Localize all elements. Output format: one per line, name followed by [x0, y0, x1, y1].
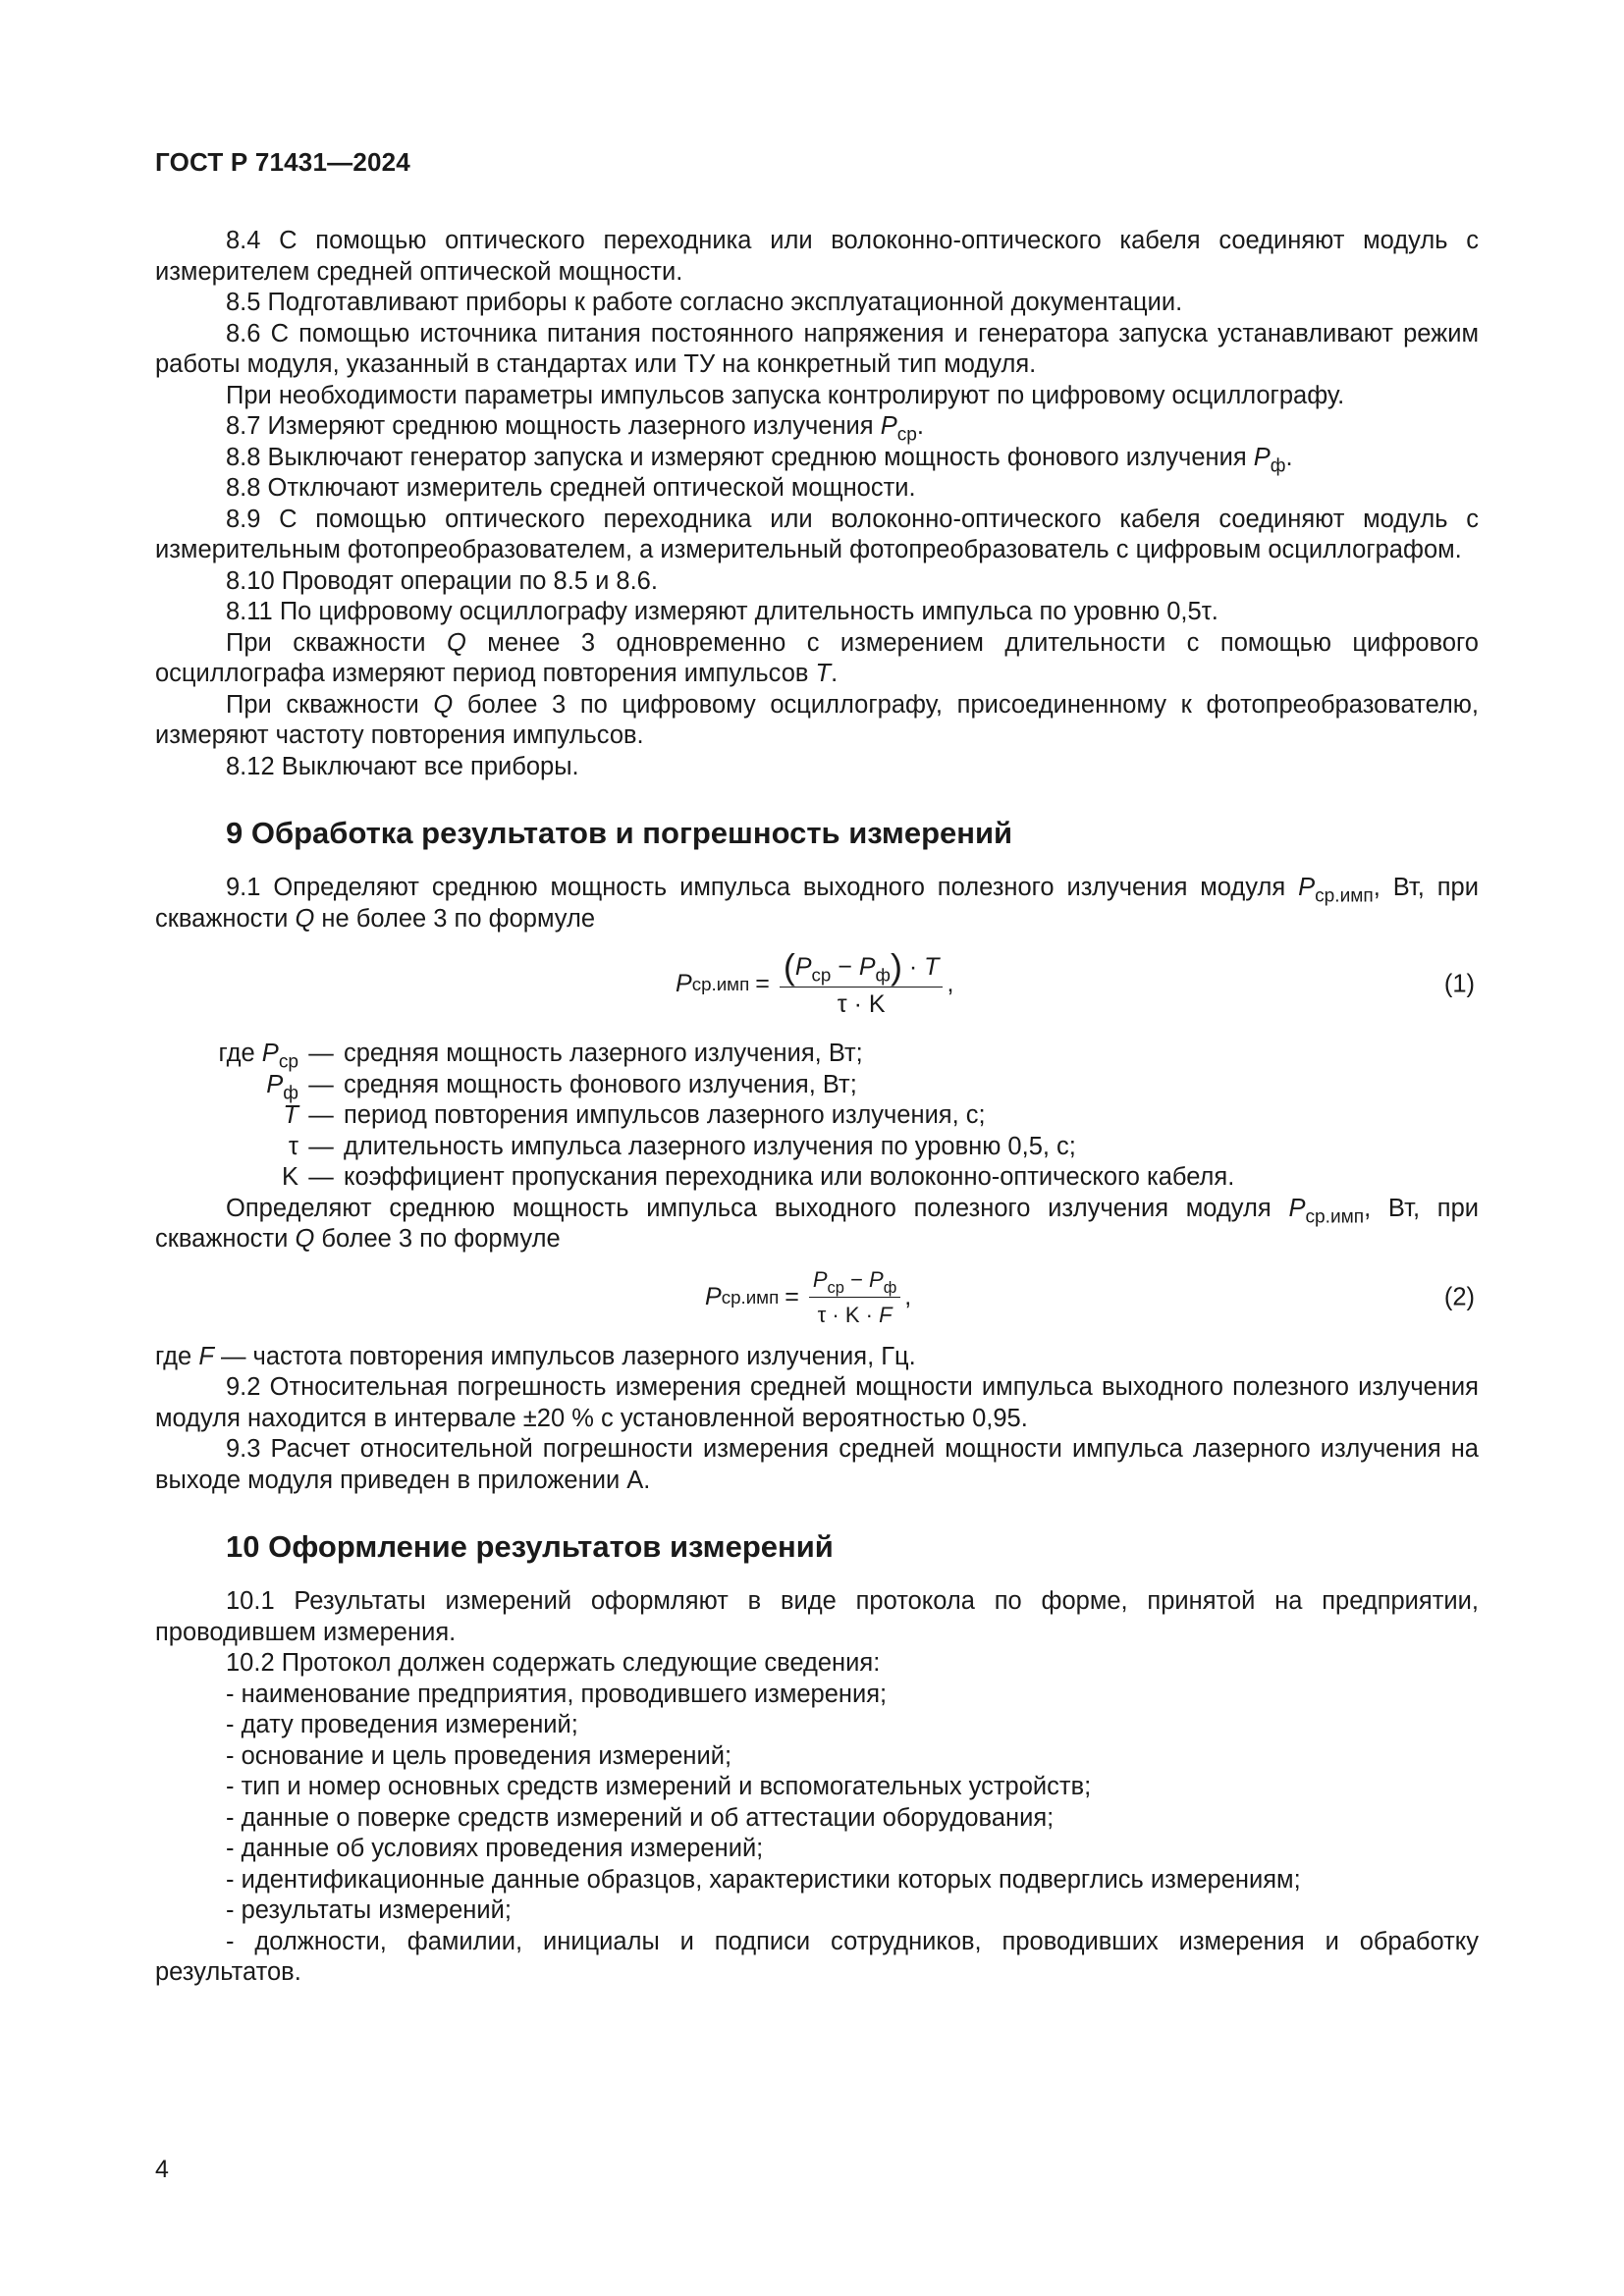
t-symbol: T	[924, 952, 940, 981]
paragraph-9-1	[155, 873, 1479, 934]
list-item: - должности, фамилии, инициалы и подписи сотрудников, проводивших измерения и обработку результатов.	[155, 1927, 1479, 1986]
denominator	[814, 1298, 896, 1331]
formula-1	[155, 946, 1479, 1023]
subscript: ср	[896, 424, 917, 446]
list-item: - результаты измерений;	[226, 1896, 512, 1924]
where-row	[155, 1162, 1479, 1194]
comma: ,	[947, 970, 954, 998]
paragraph-8-6: 8.6 С помощью источника питания постоянного напряжения и генератора запуска устанавливают режим работы модуля, указанный в стандартах или ТУ на конкретный тип модуля.	[155, 319, 1479, 378]
p88a-end: .	[1285, 443, 1293, 471]
protocol-items-list	[155, 1680, 1479, 1989]
subscript: ср	[811, 964, 832, 986]
numerator	[780, 945, 944, 988]
text: Определяют среднюю мощность импульса выходного полезного излучения модуля	[226, 1194, 1289, 1222]
page-number: 4	[155, 2156, 169, 2183]
symbol-q: Q	[295, 904, 315, 933]
paragraph-10-2: 10.2 Протокол должен содержать следующие сведения:	[226, 1649, 881, 1677]
p87-end: .	[916, 412, 924, 440]
text: более 3 по цифровому осциллографу, присоединенному к фотопреобразователю, измеряют частоту повторения импульсов.	[155, 690, 1479, 749]
where-description: длительность импульса лазерного излучения по уровню 0,5, с;	[344, 1132, 1076, 1160]
paragraph-8-7	[155, 411, 1479, 446]
symbol: K	[281, 1163, 298, 1191]
symbol-p: P	[1298, 874, 1316, 901]
standard-header: ГОСТ Р 71431—2024	[155, 147, 410, 177]
symbol-q: Q	[447, 628, 466, 657]
where-description: средняя мощность фонового излучения, Вт;	[344, 1070, 857, 1098]
document-body	[155, 226, 1479, 1989]
p88a-text: 8.8 Выключают генератор запуска и измеряют среднюю мощность фонового излучения	[226, 443, 1254, 471]
p87-text: 8.7 Измеряют среднюю мощность лазерного излучения	[226, 412, 881, 440]
list-item: - основание и цель проведения измерений;	[226, 1741, 732, 1770]
paragraph-8-11-q-more	[155, 690, 1479, 752]
symbol: T	[283, 1101, 298, 1129]
where-symbol	[155, 1162, 298, 1194]
where-row	[155, 1039, 1479, 1073]
p-symbol: P	[858, 952, 876, 981]
minus-sign: −	[843, 1266, 870, 1292]
paragraph-8-5: 8.5 Подготавливают приборы к работе согласно эксплуатационной документации.	[226, 289, 1183, 316]
text: При скважности	[226, 628, 447, 657]
text: не более 3 по формуле	[314, 904, 596, 933]
text: менее 3 одновременно с измерением длительности с помощью цифрового осциллографа измеряют период повторения импульсов	[155, 628, 1479, 687]
left-paren: (	[783, 945, 795, 987]
formula-2-expression: P ср.имп = $\frac{P_{ср} - P_ф}{\tau \cdot K \cdot F}$ ,	[705, 1265, 911, 1330]
formula-2	[155, 1265, 1479, 1330]
list-item: - дату проведения измерений;	[226, 1711, 578, 1738]
dot-operator: ·	[901, 952, 925, 981]
paragraph-8-11: 8.11 По цифровому осциллографу измеряют длительность импульса по уровню 0,5τ.	[226, 598, 1218, 625]
text: где	[155, 1342, 199, 1370]
equals-sign: =	[755, 970, 770, 998]
symbol-q: Q	[295, 1225, 315, 1253]
where-symbol	[155, 1132, 298, 1163]
section-10-title: 10 Оформление результатов измерений	[226, 1529, 834, 1564]
symbol-p: P	[1253, 443, 1271, 471]
subscript: ср	[827, 1278, 844, 1297]
where-symbol	[155, 1039, 298, 1073]
fraction	[780, 945, 944, 1021]
subscript: ср	[278, 1051, 298, 1073]
text: .	[831, 660, 839, 687]
p-symbol: P	[794, 952, 812, 981]
text: — частота повторения импульсов лазерного излучения, Гц.	[213, 1342, 916, 1370]
where-symbol	[155, 1070, 298, 1104]
text: При скважности	[226, 690, 434, 719]
subscript: ср.имп	[1315, 885, 1374, 907]
where-list-1	[155, 1039, 1479, 1194]
paragraph-9-3: 9.3 Расчет относительной погрешности измерения средней мощности импульса лазерного излучения на выходе модуля приведен в приложении А.	[155, 1435, 1479, 1494]
denominator: τ · K	[837, 989, 886, 1018]
paragraph-8-12: 8.12 Выключают все приборы.	[226, 752, 579, 780]
text: , Вт, при скважности	[155, 874, 1479, 933]
dash: —	[308, 1040, 334, 1067]
comma: ,	[904, 1282, 912, 1310]
lhs-symbol: P	[705, 1282, 722, 1310]
list-item: - данные об условиях проведения измерений;	[226, 1835, 764, 1862]
where-prefix: где	[218, 1040, 262, 1067]
list-item: - данные о поверке средств измерений и об аттестации оборудования;	[226, 1803, 1055, 1832]
symbol-p: P	[1288, 1194, 1306, 1222]
subscript: ф	[875, 964, 891, 986]
subscript: ф	[1270, 455, 1286, 477]
list-item: - тип и номер основных средств измерений и вспомогательных устройств;	[226, 1773, 1092, 1800]
p-symbol: P	[869, 1266, 884, 1292]
equation-number-1: (1)	[1443, 970, 1475, 998]
where-description: средняя мощность лазерного излучения, Вт;	[344, 1040, 863, 1067]
equation-number-2: (2)	[1443, 1282, 1475, 1310]
symbol-q: Q	[433, 690, 454, 719]
subscript: ср.имп	[1305, 1206, 1365, 1228]
paragraph-8-11-q-less	[155, 628, 1479, 690]
subscript: ф	[283, 1083, 298, 1104]
where-symbol	[155, 1100, 298, 1132]
paragraph-8-9: 8.9 С помощью оптического переходника или волоконно-оптического кабеля соединяют модуль с измерительным фотопреобразователем, а измерительный фотопреобразователь с цифровым осциллографом.	[155, 505, 1479, 563]
paragraph-8-4: 8.4 С помощью оптического переходника или волоконно-оптического кабеля соединяют модуль с измерителем средней оптической мощности.	[155, 227, 1479, 286]
where-row	[155, 1100, 1479, 1132]
den-text: τ · K ·	[817, 1303, 880, 1327]
numerator	[809, 1264, 900, 1299]
symbol: τ	[288, 1132, 298, 1160]
where-row	[155, 1132, 1479, 1163]
list-item: - наименование предприятия, проводившего измерения;	[226, 1680, 888, 1708]
formula-1-expression: P ср.имп = $\frac{(P_{ср} - P_ф) \cdot T}{\tau \cdot K}$ ,	[676, 946, 953, 1023]
where-description: коэффициент пропускания переходника или волоконно-оптического кабеля.	[344, 1163, 1235, 1191]
subscript: ф	[883, 1278, 897, 1297]
section-9-title: 9 Обработка результатов и погрешность измерений	[226, 816, 1013, 850]
text: более 3 по формуле	[314, 1225, 561, 1253]
symbol-t: T	[815, 660, 832, 687]
p-symbol: P	[812, 1266, 828, 1292]
where-description: период повторения импульсов лазерного излучения, с;	[344, 1101, 986, 1129]
where-2	[155, 1342, 1479, 1373]
paragraph-8-8a	[155, 443, 1479, 477]
paragraph-8-10: 8.10 Проводят операции по 8.5 и 8.6.	[226, 566, 658, 595]
paragraph-10-1: 10.1 Результаты измерений оформляют в виде протокола по форме, принятой на предприятии, проводившем измерения.	[155, 1587, 1479, 1646]
paragraph-8-6-note: При необходимости параметры импульсов запуска контролируют по цифровому осциллографу.	[226, 381, 1345, 409]
dash: —	[308, 1070, 334, 1098]
where-row	[155, 1070, 1479, 1104]
dash: —	[308, 1101, 334, 1129]
paragraph-8-8b: 8.8 Отключают измеритель средней оптической мощности.	[226, 474, 916, 502]
symbol: P	[261, 1040, 279, 1067]
dash: —	[308, 1163, 334, 1191]
symbol-f: F	[198, 1342, 214, 1370]
paragraph-9-2: 9.2 Относительная погрешность измерения средней мощности импульса выходного полезного излучения модуля находится в интервале ±20 % с установленной вероятностью 0,95.	[155, 1373, 1479, 1432]
lhs-symbol: P	[676, 970, 692, 998]
right-paren: )	[890, 945, 902, 987]
list-item: - идентификационные данные образцов, характеристики которых подверглись измерениям;	[226, 1865, 1301, 1894]
f-symbol: F	[879, 1303, 893, 1327]
dash: —	[308, 1132, 334, 1160]
minus-sign: −	[831, 952, 859, 981]
symbol: P	[266, 1070, 284, 1098]
text: , Вт, при скважности	[155, 1194, 1480, 1253]
symbol-p: P	[880, 412, 897, 440]
paragraph-9-1-q-more	[155, 1194, 1479, 1255]
text: 9.1 Определяют среднюю мощность импульса выходного полезного излучения модуля	[226, 874, 1299, 901]
equals-sign: =	[785, 1282, 799, 1310]
fraction	[809, 1264, 900, 1331]
